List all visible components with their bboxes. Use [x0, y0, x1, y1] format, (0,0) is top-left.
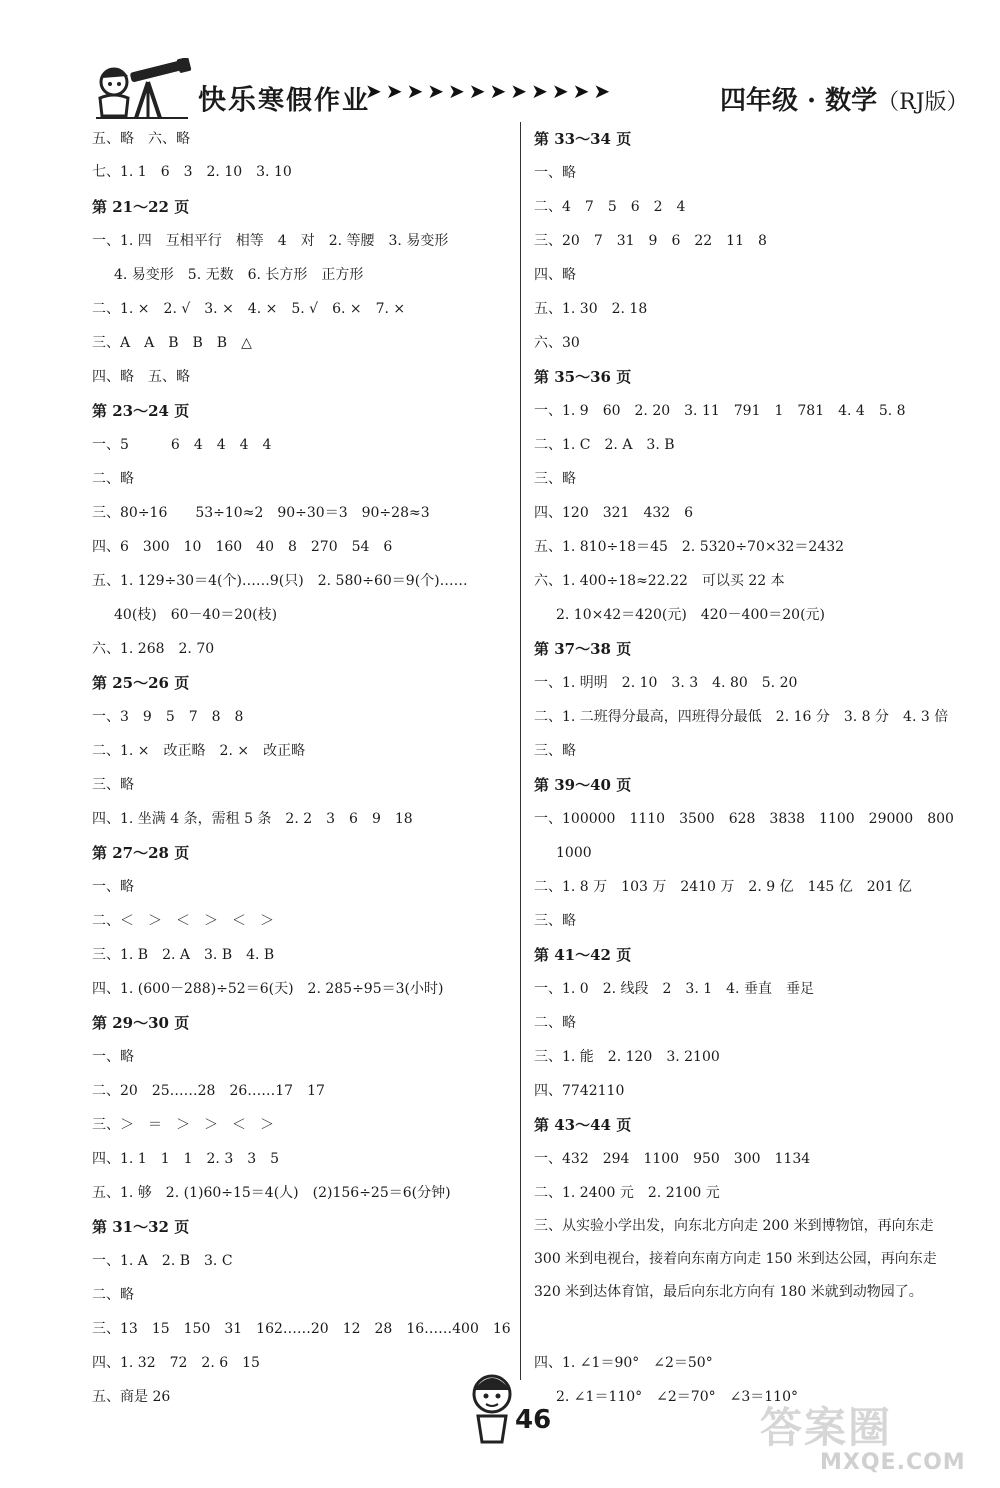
section-heading: 第 27～28 页 [92, 844, 190, 862]
answer-line: 四、略 [534, 267, 576, 283]
brand-suffix: 寒假作业 [258, 86, 371, 116]
answer-line: 二、略 [92, 471, 134, 487]
answer-line: 40(枝) 60－40＝20(枝) [114, 607, 278, 623]
edition-label: （RJ版） [877, 90, 969, 115]
brand-title [198, 78, 370, 118]
answer-line: 二、1. 2400 元 2. 2100 元 [534, 1185, 720, 1201]
answer-line: 2. 10×42＝420(元) 420－400＝20(元) [556, 607, 825, 623]
answer-line: 二、20 25……28 26……17 17 [92, 1083, 325, 1099]
header-arrows: ➤➤➤➤➤➤➤➤➤➤➤➤ [365, 79, 615, 103]
answer-line: 四、7742110 [534, 1083, 625, 1099]
section-heading: 第 29～30 页 [92, 1014, 190, 1032]
section-heading: 第 43～44 页 [534, 1116, 632, 1134]
answer-line: 五、1. 30 2. 18 [534, 301, 648, 317]
answer-line: 二、1. 二班得分最高，四班得分最低 2. 16 分 3. 8 分 4. 3 倍 [534, 709, 949, 725]
answer-line: 4. 易变形 5. 无数 6. 长方形 正方形 [114, 267, 364, 283]
answer-line: 六、1. 268 2. 70 [92, 641, 215, 657]
answer-line: 五、商是 26 [92, 1389, 171, 1405]
grade-subject [720, 80, 969, 117]
page-header [0, 0, 1000, 125]
page-number: 46 [515, 1405, 552, 1435]
section-heading: 第 21～22 页 [92, 198, 190, 216]
answer-line: 六、30 [534, 335, 580, 351]
answer-line: 一、1. 四 互相平行 相等 4 对 2. 等腰 3. 易变形 [92, 233, 449, 249]
answer-line: 一、略 [92, 879, 134, 895]
section-heading: 第 37～38 页 [534, 640, 632, 658]
section-heading: 第 31～32 页 [92, 1218, 190, 1236]
answer-line: 三、13 15 150 31 162……20 12 28 16……400 16 [92, 1321, 511, 1337]
footer-mascot-icon [462, 1368, 522, 1448]
section-heading: 第 25～26 页 [92, 674, 190, 692]
answer-line: 三、略 [534, 913, 576, 929]
answer-line: 四、1. ∠1＝90° ∠2＝50° [534, 1355, 713, 1371]
answer-line: 七、1. 1 6 3 2. 10 3. 10 [92, 164, 292, 180]
watermark-url: MXQE.COM [820, 1450, 966, 1475]
answer-line: 四、略 五、略 [92, 369, 190, 385]
grade-label: 四年级 · 数学 [720, 86, 878, 116]
answer-line: 三、略 [92, 777, 134, 793]
answer-line: 六、1. 400÷18≈22.22 可以买 22 本 [534, 573, 785, 589]
answer-line: 五、1. 810÷18＝45 2. 5320÷70×32＝2432 [534, 539, 845, 555]
answer-line: 四、120 321 432 6 [534, 505, 694, 521]
answer-line: 一、略 [92, 1049, 134, 1065]
answer-line: 三、1. 能 2. 120 3. 2100 [534, 1049, 720, 1065]
answer-line: 三、＞ ＝ ＞ ＞ ＜ ＞ [92, 1117, 274, 1133]
brand-prefix: 快乐 [198, 83, 259, 116]
answer-line: 四、1. (600－288)÷52＝6(天) 2. 285÷95＝3(小时) [92, 981, 444, 997]
answer-line: 三、1. B 2. A 3. B 4. B [92, 947, 275, 963]
answer-line: 五、1. 够 2. (1)60÷15＝4(人) (2)156÷25＝6(分钟) [92, 1185, 451, 1201]
watermark-text: 答案圈 [760, 1403, 893, 1452]
section-heading: 第 33～34 页 [534, 130, 632, 148]
answer-line: 五、略 六、略 [92, 131, 190, 147]
answer-line: 2. ∠1＝110° ∠2＝70° ∠3＝110° [556, 1389, 798, 1405]
answer-line: 三、略 [534, 471, 576, 487]
answer-line: 一、略 [534, 165, 576, 181]
answer-line: 三、20 7 31 9 6 22 11 8 [534, 233, 767, 249]
answer-line: 二、1. × 改正略 2. × 改正略 [92, 743, 306, 759]
answer-line: 一、1. A 2. B 3. C [92, 1253, 233, 1269]
answer-line: 二、1. × 2. √ 3. × 4. × 5. √ 6. × 7. × [92, 301, 406, 317]
answer-line: 五、1. 129÷30＝4(个)……9(只) 2. 580÷60＝9(个)…… [92, 573, 468, 589]
answer-line: 二、4 7 5 6 2 4 [534, 199, 686, 215]
answer-line: 一、1. 9 60 2. 20 3. 11 791 1 781 4. 4 5. 8 [534, 403, 906, 419]
answer-line: 三、从实验小学出发，向东北方向走 200 米到博物馆，再向东走 300 米到电视台，接着向东南方向走 150 米到达公园，再向东走 320 米到达体育馆，最后向东北方向有 180 米就到动物园了。 [534, 1218, 937, 1300]
answer-line: 一、1. 0 2. 线段 2 3. 1 4. 垂直 垂足 [534, 981, 814, 997]
section-heading: 第 39～40 页 [534, 776, 632, 794]
answer-line: 四、1. 32 72 2. 6 15 [92, 1355, 260, 1371]
answer-line: 四、6 300 10 160 40 8 270 54 6 [92, 539, 393, 555]
section-heading: 第 23～24 页 [92, 402, 190, 420]
answer-line: 二、略 [92, 1287, 134, 1303]
answer-line: 二、1. C 2. A 3. B [534, 437, 675, 453]
section-heading: 第 35～36 页 [534, 368, 632, 386]
answer-line: 三、略 [534, 743, 576, 759]
answer-line: 四、1. 1 1 1 2. 3 3 5 [92, 1151, 280, 1167]
column-divider [520, 122, 521, 1380]
answer-line: 一、3 9 5 7 8 8 [92, 709, 244, 725]
answer-line: 四、1. 坐满 4 条，需租 5 条 2. 2 3 6 9 18 [92, 811, 413, 827]
mascot-telescope-icon [92, 58, 192, 120]
answer-line: 一、1. 明明 2. 10 3. 3 4. 80 5. 20 [534, 675, 798, 691]
answer-line: 三、A A B B B △ [92, 335, 252, 351]
answer-line: 一、5 6 4 4 4 4 [92, 437, 272, 453]
answer-line: 三、80÷16 53÷10≈2 90÷30＝3 90÷28≈3 [92, 505, 430, 521]
section-heading: 第 41～42 页 [534, 946, 632, 964]
answer-line: 一、432 294 1100 950 300 1134 [534, 1151, 811, 1167]
answer-line: 二、1. 8 万 103 万 2410 万 2. 9 亿 145 亿 201 亿 [534, 879, 912, 895]
answer-line: 1000 [556, 845, 592, 861]
answer-line: 二、＜ ＞ ＜ ＞ ＜ ＞ [92, 913, 274, 929]
answer-line: 二、略 [534, 1015, 576, 1031]
answer-line: 一、100000 1110 3500 628 3838 1100 29000 800 [534, 811, 954, 827]
